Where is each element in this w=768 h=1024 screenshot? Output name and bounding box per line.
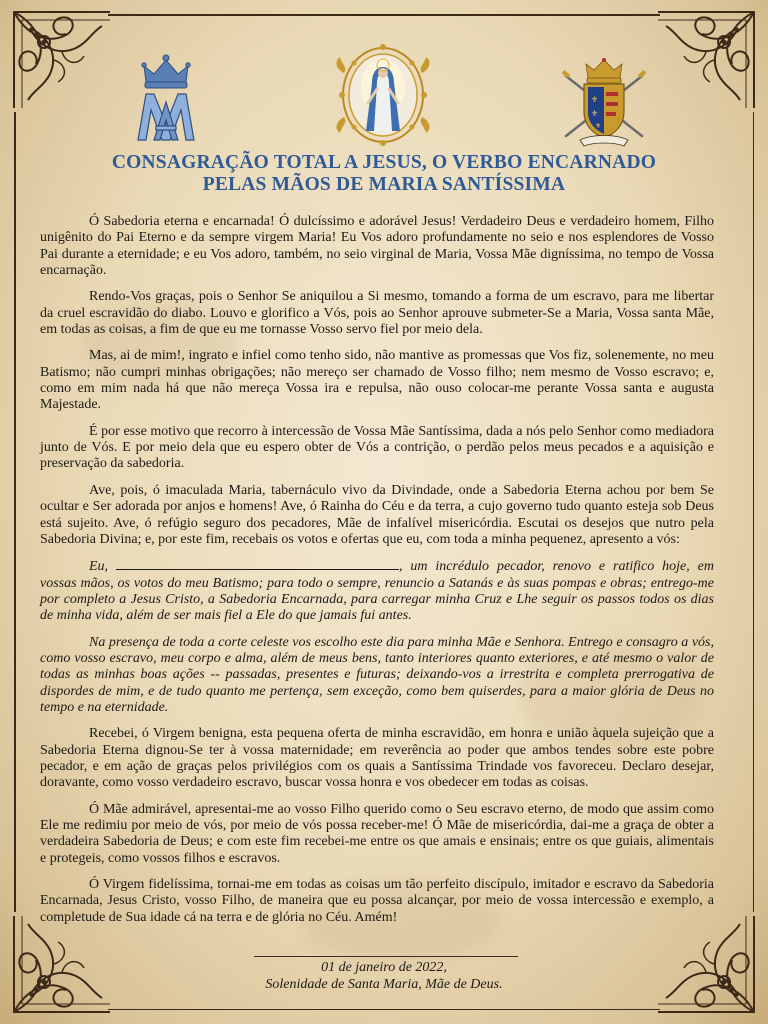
consecration-text	[40, 214, 714, 936]
vow-paragraph	[40, 558, 714, 624]
svg-text:⚜: ⚜	[595, 122, 602, 130]
crowned-coat-of-arms-icon	[558, 56, 650, 148]
paragraph: Mas, ai de mim!, ingrato e infiel como tenho sido, não mantive as promessas que Vos fiz, solenemente, no meu Batismo; não cumpri minhas obrigações; não mereço ser chamado de Vosso filho; nem mesmo de Vosso escravo; e, como em mim nada há que não mereça Vossa ira e repulsa, não ouso colocar-me perante Vossa santa e augusta Majestade.	[40, 348, 714, 413]
vow-rest: , um incrédulo pecador, renovo e ratifico hoje, em vossas mãos, os votos do meu Batismo; para todo o sempre, renuncio a Satanás e às suas pompas e obras; entrego-me por completo a Jesus Cristo, a Sabedoria Encarnada, para carregar minha Cruz e Lhe seguir os passos todos os dias de minha vida, além de ser mais fiel a Ele do que jamais fui antes.	[40, 559, 714, 624]
border-right	[753, 112, 755, 912]
paragraph: Rendo-Vos graças, pois o Senhor Se aniquilou a Si mesmo, tomando a forma de um escravo, para me libertar da cruel escravidão do diabo. Louvo e glorifico a Vós, pois ao Senhor aprouve submeter-Se a Maria, Vossa santa Mãe, em todas as coisas, a fim de que eu me tornasse Vosso servo fiel por meio dela.	[40, 289, 714, 337]
miraculous-medal-icon	[322, 43, 444, 147]
paragraph: Ó Sabedoria eterna e encarnada! Ó dulcíssimo e adorável Jesus! Verdadeiro Deus e verdadeiro homem, Filho unigênito do Pai Eterno e da sempre virgem Maria! Eu Vos adoro profundamente no seio e nos esplendores de Vosso Pai durante a eternidade; e eu Vos adoro, também, no seio virginal de Maria, Vossa Mãe digníssima, no tempo de Vossa encarnação.	[40, 214, 714, 278]
border-left	[14, 112, 16, 912]
ornamental-corner-icon	[652, 4, 762, 114]
occasion-line: Solenidade de Santa Maria, Mãe de Deus.	[265, 976, 503, 992]
svg-text:⚜: ⚜	[591, 109, 599, 118]
document-title	[40, 152, 728, 196]
title-line-1: CONSAGRAÇÃO TOTAL A JESUS, O VERBO ENCARNADO	[111, 152, 657, 173]
border-bottom	[108, 1009, 660, 1011]
ornamental-corner-icon	[6, 4, 116, 114]
paragraph: Ó Mãe admirável, apresentai-me ao vosso Filho querido como o Seu escravo eterno, de modo que assim como Ele me redimiu por meio de vós, por meio de vós possa receber-me! Ó Mãe de misericórdia, dai-me a graça de obter a verdadeira Sabedoria de Deus; e com este fim recebei-me entre os que amais e ensinais; entre os que guiais, alimentais e protegeis, como vossos filhos e escravos.	[40, 801, 714, 866]
title-line-2: PELAS MÃOS DE MARIA SANTÍSSIMA	[202, 174, 566, 195]
italic-paragraph: Na presença de toda a corte celeste vos escolho este dia para minha Mãe e Senhora. Entrego e consagro a vós, como vosso escravo, meu corpo e alma, além de meus bens, tanto interiores quanto exteriores, e até mesmo o valor de todas as minhas boas ações -- passadas, presentes e futuras; deixando-vos a irrestrita e completa prerrogativa de dispordes de mim, e de tudo quanto me pertença, sem exceção, como bem quiserdes, para a maior glória de Deus no tempo e na eternidade.	[40, 634, 714, 715]
border-top	[108, 14, 660, 16]
paragraph: É por esse motivo que recorro à intercessão de Vossa Mãe Santíssima, dada a nós pelo Senhor como mediadora junto de Vós. E por meio dela que eu espero obter de Vós a contrição, o perdão pelos meus pecados e a aquisição e preservação da sabedoria.	[40, 423, 714, 472]
signature-line[interactable]	[254, 956, 518, 957]
paragraph: Ó Virgem fidelíssima, tornai-me em todas as coisas um tão perfeito discípulo, imitador e escravo da Sabedoria Encarnada, Jesus Cristo, vosso Filho, de maneira que eu possa alcançar, por meio de vossa intercessão e exemplo, a completude de Sua idade cá na terra e de glória no Céu. Amém!	[40, 877, 714, 925]
date-block	[180, 960, 588, 993]
crowned-marian-monogram-icon	[132, 52, 200, 146]
svg-text:⚜: ⚜	[591, 95, 599, 104]
paragraph: Ave, pois, ó imaculada Maria, tabernáculo vivo da Divindade, onde a Sabedoria Eterna achou por bem Se ocultar e Ser adorada por anjos e homens! Ave, ó Rainha do Céu e da terra, a cujo governo tudo quanto esteja sob Deus está sujeito. Ave, ó refúgio seguro dos pecadores, Mãe de infalível misericórdia. Escutai os desejos que nutro pela Sabedoria Divina; e, por este fim, recebais os votos e ofertas que eu, com toda a minha pequenez, apresento a vós:	[40, 482, 714, 547]
paragraph: Recebei, ó Virgem benigna, esta pequena oferta de minha escravidão, em honra e união àquela sujeição que a Sabedoria Eterna dignou-Se ter à vossa maternidade; em reverência ao poder que ambos tendes sobre este pobre pecador, e em ação de graças pelos privilégios com os quais a Santíssima Trindade vos favoreceu. Declaro desejar, doravante, como vosso verdadeiro escravo, buscar vossa honra e vos obedecer em todas as coisas.	[40, 726, 714, 791]
date-line: 01 de janeiro de 2022,	[321, 960, 447, 975]
name-blank-field[interactable]	[116, 558, 399, 570]
vow-start: Eu,	[89, 559, 116, 575]
